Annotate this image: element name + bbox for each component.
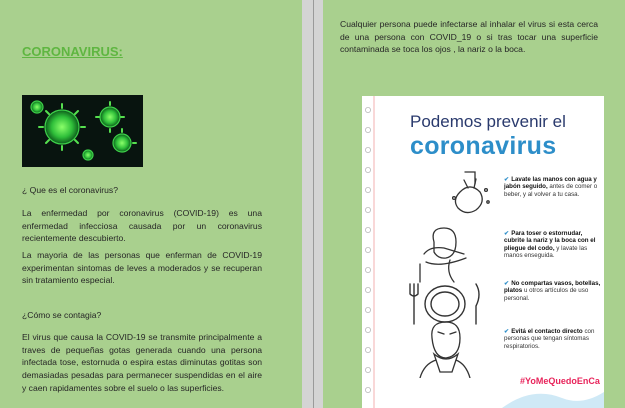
handwashing-icon: [390, 162, 500, 222]
step-cover-cough: ✔ Para toser o estornudar, cubrite la nariz y la boca con el pliegue del codo, y lavate las manos enseguida.: [504, 230, 596, 260]
poster-title-line1: Podemos prevenir el: [410, 112, 566, 131]
poster-title-line2: coronavirus: [410, 132, 557, 160]
prevention-poster: [362, 96, 604, 408]
document-title: CORONAVIRUS:: [22, 44, 123, 59]
step-wash-hands: ✔ Lavate las manos con agua y jabón seguido, antes de comer o beber, y al volver a tu casa.: [504, 176, 598, 198]
step-no-sharing: ✔ No compartas vasos, botellas, platos u otros artículos de uso personal.: [504, 280, 601, 302]
gutter-divider: [313, 0, 314, 408]
question-what-is: ¿ Que es el coronavirus?: [22, 185, 119, 195]
coronavirus-image: [22, 95, 143, 167]
step-avoid-contact: ✔ Evitá el contacto directo con personas que tengan síntomas respiratorios.: [504, 328, 595, 350]
paragraph-infection: Cualquier persona puede infectarse al inhalar el virus si esta cerca de una persona con COVID_19 o si tras tocar una superficie contaminada se toca los ojos , la nariz o la boca.: [340, 19, 598, 55]
paragraph-symptoms: La mayoria de las personas que enferman de COVID-19 experimentan sintomas de leves a moderados y se recuperan sin tratamiento especial.: [22, 250, 262, 286]
question-contagion: ¿Cómo se contagia?: [22, 310, 102, 320]
hashtag: #YoMeQuedoEnCa: [520, 376, 600, 386]
paragraph-definition: La enfermedad por coronavirus (COVID-19) es una enfermedad infecciosa causada por un coronavirus recientemente descubierto.: [22, 208, 262, 244]
paragraph-transmission: El virus que causa la COVID-19 se transmite principalmente a traves de pequeñas gotas generada cuando una persona infectada tose, estornuda o espira estas diminutas gotitas son demasiadas pesadas para permanecer suspendidas en el aire y caen rapidamentes sobre el suelo o las superficies.: [22, 332, 262, 393]
